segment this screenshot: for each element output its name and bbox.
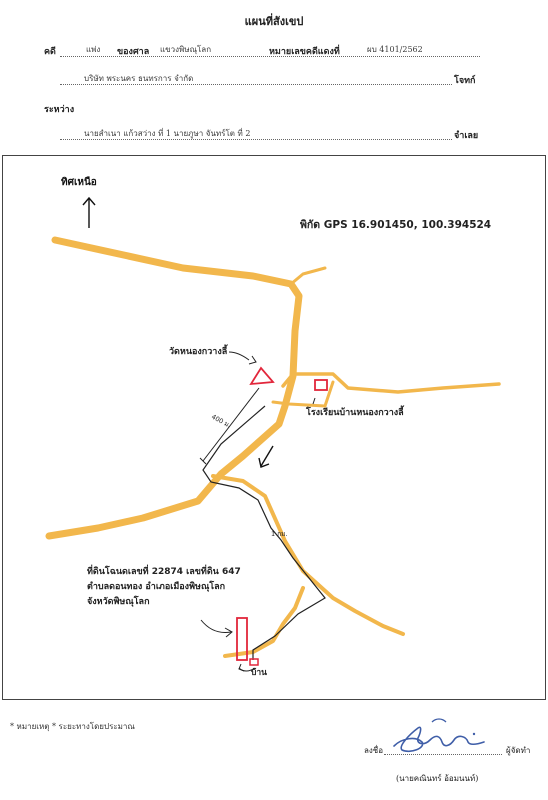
plaintiff-dotted-line (60, 84, 452, 85)
temple-pointer-arrowhead (249, 356, 256, 364)
map-frame (2, 155, 546, 700)
land-deed-line1: ที่ดินโฉนดเลขที่ 22874 เลขที่ดิน 647 (87, 567, 241, 577)
court-label: ของศาล (117, 47, 150, 57)
school-label: โรงเรียนบ้านหนองกวางลี้ (306, 408, 404, 418)
distance-1km: 1 กม. (271, 530, 288, 538)
defendants-names: นายสำเนา แก้วสว่าง ที่ 1 นายภูษา จันทร์โต ที่ 2 (84, 129, 251, 138)
defendant-label: จำเลย (454, 131, 479, 141)
house-pointer-arrowhead (239, 664, 244, 671)
red-case-label: หมายเลขคดีแดงที่ (269, 47, 340, 57)
signature-icon (388, 712, 498, 760)
school-marker (315, 380, 327, 390)
court-name: แขวงพิษณุโลก (160, 45, 212, 54)
signer-name: (นายคณินทร์ อ้อมนนท์) (396, 774, 479, 783)
route-line (203, 406, 325, 660)
house-marker (250, 659, 258, 665)
school-pointer (313, 398, 315, 404)
red-case-number: ผบ 4101/2562 (367, 45, 423, 54)
document-title: แผนที่สังเขป (244, 15, 304, 28)
signer-role: ผู้จัดทำ (506, 746, 531, 755)
distance-400m: 400 ม. (210, 412, 233, 430)
plaintiff-label: โจทก์ (454, 76, 476, 86)
land-deed-line2: ตำบลดอนทอง อำเภอเมืองพิษณุโลก (87, 582, 226, 592)
case-label: คดี (44, 47, 56, 57)
school-lane (273, 402, 325, 406)
land-deed-line3: จังหวัดพิษณุโลก (87, 597, 150, 607)
direction-arrow-icon (261, 446, 273, 466)
between-label: ระหว่าง (44, 105, 75, 115)
temple-pointer (229, 352, 249, 360)
north-label: ทิศเหนือ (61, 177, 97, 188)
house-label: บ้าน (251, 668, 267, 678)
case-type: แพ่ง (86, 45, 101, 54)
temple-label: วัดหนองกวางลี้ (169, 347, 228, 357)
land-pointer (201, 620, 231, 633)
gps-coordinates: พิกัด GPS 16.901450, 100.394524 (300, 219, 492, 231)
temple-marker (251, 368, 273, 384)
map-drawing (3, 156, 544, 698)
footer-note: * หมายเหตุ * ระยะทางโดยประมาณ (10, 722, 135, 731)
defendants-dotted-line (60, 139, 452, 140)
road-southeast (213, 476, 403, 634)
sign-label: ลงชื่อ (364, 746, 384, 755)
plaintiff-name: บริษัท พระนคร ธนทรการ จำกัด (84, 74, 194, 83)
direction-arrowhead-icon (259, 458, 269, 467)
road-north-stub (291, 268, 325, 284)
